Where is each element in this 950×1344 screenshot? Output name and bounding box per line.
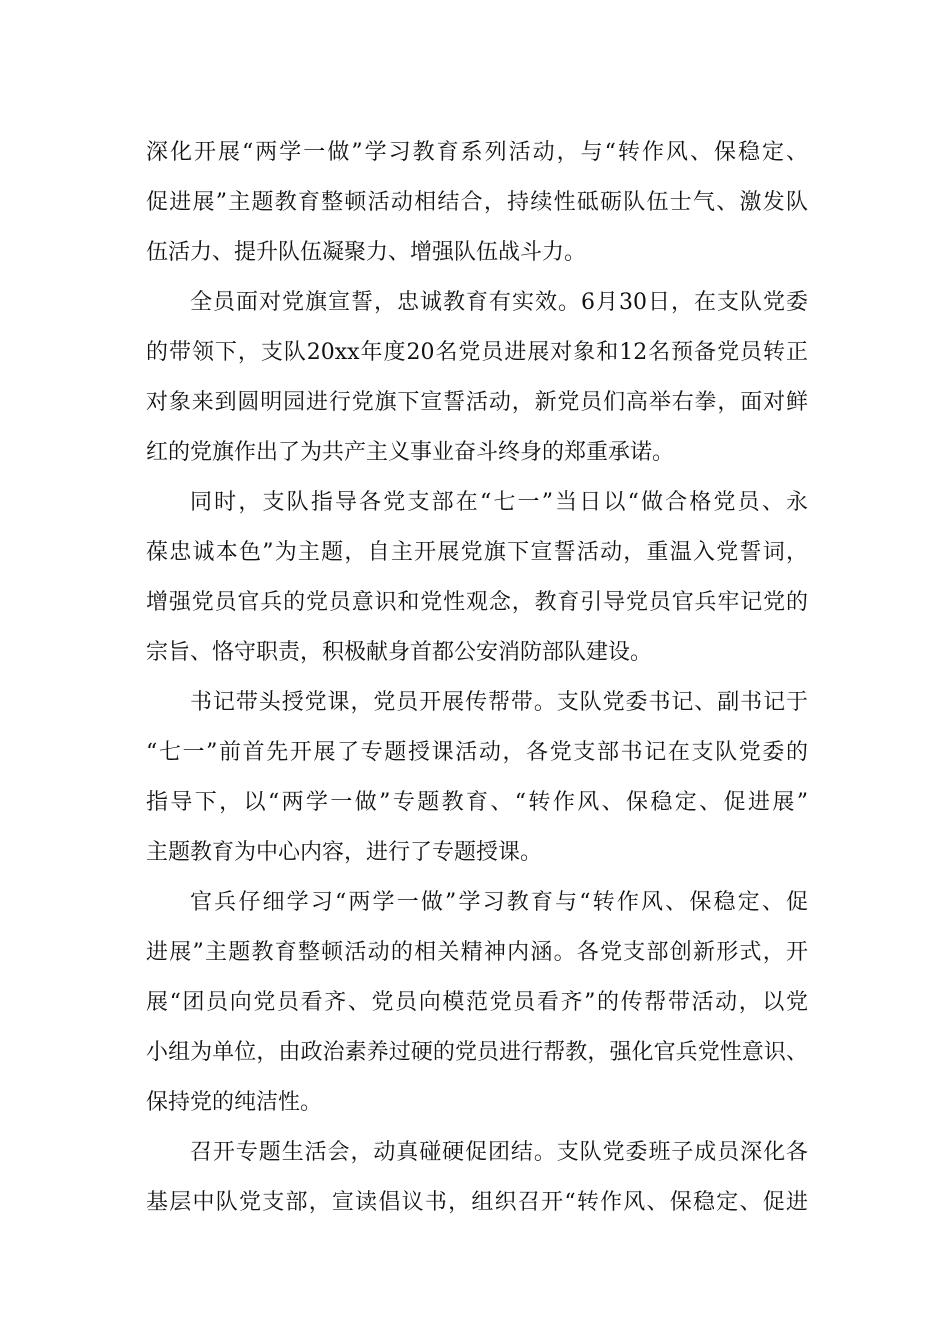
text-line: 指导下，以“两学一做”专题教育、“转作风、保稳定、促进展” [146, 790, 808, 815]
text-line: 的带领下，支队20xx年度20名党员进展对象和12名预备党员转正 [146, 340, 808, 365]
text-line: 宗旨、恪守职责，积极献身首都公安消防部队建设。 [146, 640, 653, 665]
text-line: 深化开展“两学一做”学习教育系列活动，与“转作风、保稳定、 [146, 140, 808, 165]
text-line: 增强党员官兵的党员意识和党性观念，教育引导党员官兵牢记党的 [146, 590, 808, 615]
text-line: “七一”前首先开展了专题授课活动，各党支部书记在支队党委的 [146, 740, 808, 765]
paragraph-first-line: 同时，支队指导各党支部在“七一”当日以“做合格党员、永 [190, 490, 808, 515]
text-line: 促进展”主题教育整顿活动相结合，持续性砥砺队伍士气、激发队 [146, 190, 808, 215]
text-line: 葆忠诚本色”为主题，自主开展党旗下宣誓活动，重温入党誓词， [146, 540, 808, 565]
text-line: 保持党的纯洁性。 [146, 1090, 323, 1115]
body-text [146, 128, 808, 1228]
paragraph-first-line: 召开专题生活会，动真碰硬促团结。支队党委班子成员深化各 [190, 1140, 808, 1165]
text-line: 展“团员向党员看齐、党员向模范党员看齐”的传帮带活动，以党 [146, 990, 808, 1015]
paragraph-first-line: 官兵仔细学习“两学一做”学习教育与“转作风、保稳定、促 [190, 890, 808, 915]
text-line: 红的党旗作出了为共产主义事业奋斗终身的郑重承诺。 [146, 440, 675, 465]
text-line: 小组为单位，由政治素养过硬的党员进行帮教，强化官兵党性意识、 [146, 1040, 808, 1065]
text-line: 主题教育为中心内容，进行了专题授课。 [146, 840, 543, 865]
text-line: 基层中队党支部，宣读倡议书，组织召开“转作风、保稳定、促进 [146, 1190, 808, 1215]
text-line: 进展”主题教育整顿活动的相关精神内涵。各党支部创新形式，开 [146, 940, 808, 965]
paragraph-first-line: 书记带头授党课，党员开展传帮带。支队党委书记、副书记于 [190, 690, 808, 715]
text-line: 对象来到圆明园进行党旗下宣誓活动，新党员们高举右拳，面对鲜 [146, 390, 808, 415]
text-line: 伍活力、提升队伍凝聚力、增强队伍战斗力。 [146, 240, 587, 265]
paragraph-first-line: 全员面对党旗宣誓，忠诚教育有实效。6月30日，在支队党委 [190, 290, 808, 315]
